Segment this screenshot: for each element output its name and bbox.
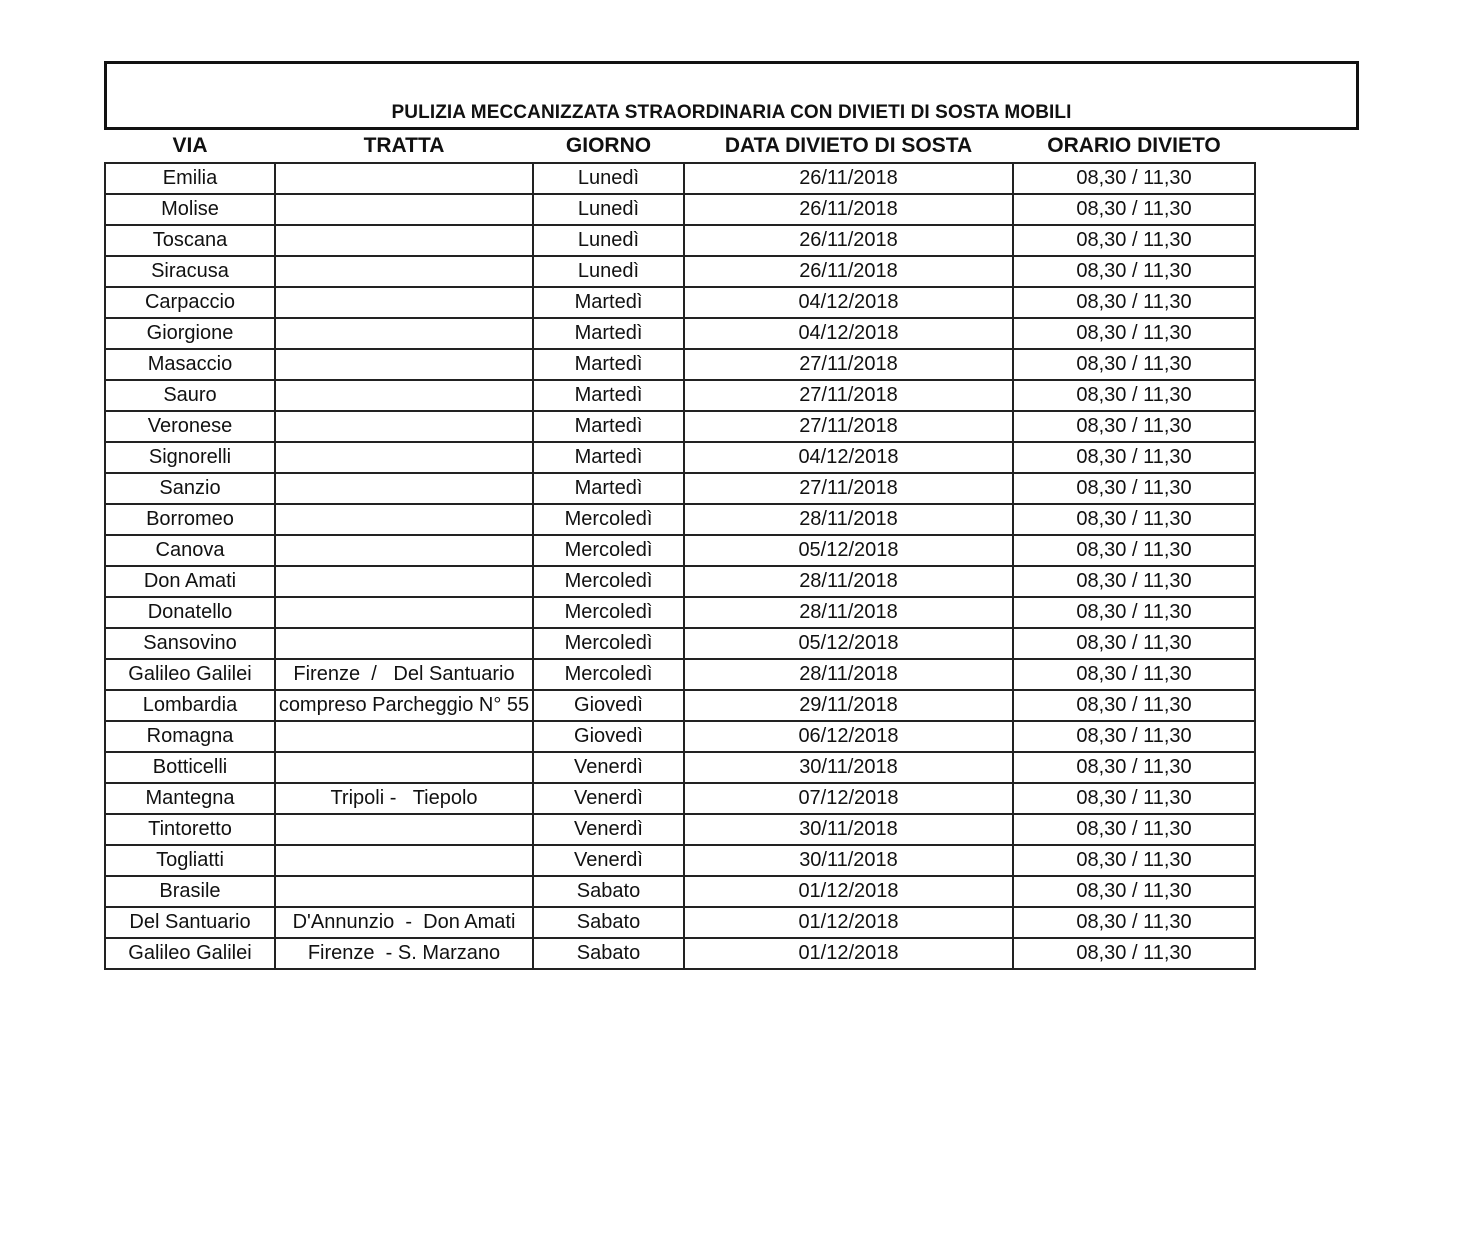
cell-giorno: Venerdì <box>533 783 684 814</box>
table-row <box>105 349 1255 380</box>
cell-via: Sansovino <box>105 628 275 659</box>
cell-tratta <box>275 473 533 504</box>
cell-giorno: Giovedì <box>533 721 684 752</box>
cell-data: 27/11/2018 <box>684 349 1013 380</box>
cell-orario: 08,30 / 11,30 <box>1013 938 1255 969</box>
cell-orario: 08,30 / 11,30 <box>1013 163 1255 194</box>
cell-tratta: Firenze - S. Marzano <box>275 938 533 969</box>
cell-via: Del Santuario <box>105 907 275 938</box>
cell-tratta <box>275 628 533 659</box>
cell-giorno: Mercoledì <box>533 597 684 628</box>
cell-giorno: Sabato <box>533 876 684 907</box>
cell-tratta <box>275 225 533 256</box>
cell-orario: 08,30 / 11,30 <box>1013 535 1255 566</box>
cell-data: 07/12/2018 <box>684 783 1013 814</box>
table-row <box>105 411 1255 442</box>
table-row <box>105 256 1255 287</box>
cell-giorno: Mercoledì <box>533 504 684 535</box>
cell-tratta <box>275 163 533 194</box>
table-row <box>105 659 1255 690</box>
cell-data: 06/12/2018 <box>684 721 1013 752</box>
cell-orario: 08,30 / 11,30 <box>1013 752 1255 783</box>
cell-via: Sauro <box>105 380 275 411</box>
cell-data: 30/11/2018 <box>684 752 1013 783</box>
cell-orario: 08,30 / 11,30 <box>1013 442 1255 473</box>
cell-tratta <box>275 876 533 907</box>
table-row <box>105 225 1255 256</box>
table-row <box>105 845 1255 876</box>
cell-orario: 08,30 / 11,30 <box>1013 597 1255 628</box>
table-row <box>105 721 1255 752</box>
cell-via: Tintoretto <box>105 814 275 845</box>
cell-giorno: Sabato <box>533 938 684 969</box>
cell-orario: 08,30 / 11,30 <box>1013 287 1255 318</box>
cell-data: 27/11/2018 <box>684 411 1013 442</box>
cell-giorno: Martedì <box>533 380 684 411</box>
cell-via: Don Amati <box>105 566 275 597</box>
table-row <box>105 504 1255 535</box>
cell-tratta <box>275 504 533 535</box>
cell-via: Toscana <box>105 225 275 256</box>
cell-data: 01/12/2018 <box>684 907 1013 938</box>
cell-via: Botticelli <box>105 752 275 783</box>
cell-tratta <box>275 442 533 473</box>
cell-via: Emilia <box>105 163 275 194</box>
table-row <box>105 752 1255 783</box>
cell-tratta <box>275 287 533 318</box>
cell-tratta <box>275 411 533 442</box>
cell-giorno: Venerdì <box>533 845 684 876</box>
cell-giorno: Mercoledì <box>533 628 684 659</box>
cell-data: 04/12/2018 <box>684 442 1013 473</box>
cell-orario: 08,30 / 11,30 <box>1013 814 1255 845</box>
cell-orario: 08,30 / 11,30 <box>1013 504 1255 535</box>
cell-via: Lombardia <box>105 690 275 721</box>
cell-via: Giorgione <box>105 318 275 349</box>
cell-giorno: Martedì <box>533 411 684 442</box>
cell-tratta <box>275 318 533 349</box>
cell-data: 30/11/2018 <box>684 814 1013 845</box>
cell-via: Molise <box>105 194 275 225</box>
cell-orario: 08,30 / 11,30 <box>1013 907 1255 938</box>
cell-orario: 08,30 / 11,30 <box>1013 566 1255 597</box>
table-body <box>105 163 1255 969</box>
table-row <box>105 287 1255 318</box>
cell-orario: 08,30 / 11,30 <box>1013 318 1255 349</box>
cell-data: 26/11/2018 <box>684 163 1013 194</box>
cell-giorno: Venerdì <box>533 814 684 845</box>
cell-data: 05/12/2018 <box>684 628 1013 659</box>
cell-tratta <box>275 194 533 225</box>
cell-data: 05/12/2018 <box>684 535 1013 566</box>
cell-giorno: Martedì <box>533 318 684 349</box>
schedule-table <box>104 130 1256 970</box>
cell-via: Mantegna <box>105 783 275 814</box>
cell-data: 26/11/2018 <box>684 194 1013 225</box>
cell-via: Donatello <box>105 597 275 628</box>
cell-via: Veronese <box>105 411 275 442</box>
cell-orario: 08,30 / 11,30 <box>1013 380 1255 411</box>
cell-data: 26/11/2018 <box>684 225 1013 256</box>
cell-orario: 08,30 / 11,30 <box>1013 349 1255 380</box>
cell-data: 29/11/2018 <box>684 690 1013 721</box>
cell-via: Galileo Galilei <box>105 938 275 969</box>
cell-giorno: Venerdì <box>533 752 684 783</box>
table-row <box>105 814 1255 845</box>
title-box <box>104 61 1359 130</box>
cell-tratta <box>275 380 533 411</box>
cell-via: Signorelli <box>105 442 275 473</box>
document-title: PULIZIA MECCANIZZATA STRAORDINARIA CON DIVIETI DI SOSTA MOBILI <box>391 102 1072 123</box>
cell-data: 04/12/2018 <box>684 318 1013 349</box>
cell-tratta <box>275 845 533 876</box>
cell-giorno: Sabato <box>533 907 684 938</box>
cell-data: 04/12/2018 <box>684 287 1013 318</box>
cell-orario: 08,30 / 11,30 <box>1013 411 1255 442</box>
cell-tratta <box>275 752 533 783</box>
cell-orario: 08,30 / 11,30 <box>1013 225 1255 256</box>
cell-tratta <box>275 535 533 566</box>
cell-orario: 08,30 / 11,30 <box>1013 473 1255 504</box>
table-row <box>105 194 1255 225</box>
header-via: VIA <box>172 134 208 157</box>
table-row <box>105 380 1255 411</box>
cell-giorno: Martedì <box>533 473 684 504</box>
cell-data: 28/11/2018 <box>684 597 1013 628</box>
table-row <box>105 690 1255 721</box>
cell-orario: 08,30 / 11,30 <box>1013 628 1255 659</box>
cell-via: Sanzio <box>105 473 275 504</box>
cell-orario: 08,30 / 11,30 <box>1013 690 1255 721</box>
cell-tratta: Firenze / Del Santuario <box>275 659 533 690</box>
cell-giorno: Lunedì <box>533 163 684 194</box>
cell-data: 27/11/2018 <box>684 473 1013 504</box>
cell-orario: 08,30 / 11,30 <box>1013 845 1255 876</box>
cell-tratta <box>275 721 533 752</box>
cell-giorno: Lunedì <box>533 225 684 256</box>
cell-tratta <box>275 256 533 287</box>
table-row <box>105 628 1255 659</box>
table-row <box>105 473 1255 504</box>
cell-data: 30/11/2018 <box>684 845 1013 876</box>
cell-tratta <box>275 349 533 380</box>
cell-data: 26/11/2018 <box>684 256 1013 287</box>
cell-orario: 08,30 / 11,30 <box>1013 194 1255 225</box>
table-row <box>105 938 1255 969</box>
cell-giorno: Martedì <box>533 442 684 473</box>
cell-orario: 08,30 / 11,30 <box>1013 876 1255 907</box>
header-row <box>105 130 1255 163</box>
cell-data: 28/11/2018 <box>684 566 1013 597</box>
table-row <box>105 566 1255 597</box>
cell-via: Masaccio <box>105 349 275 380</box>
cell-giorno: Martedì <box>533 287 684 318</box>
cell-giorno: Giovedì <box>533 690 684 721</box>
table-row <box>105 442 1255 473</box>
header-tratta: TRATTA <box>363 134 445 157</box>
cell-giorno: Mercoledì <box>533 566 684 597</box>
table-row <box>105 783 1255 814</box>
cell-orario: 08,30 / 11,30 <box>1013 256 1255 287</box>
cell-tratta: compreso Parcheggio N° 55 <box>275 690 533 721</box>
header-giorno: GIORNO <box>565 134 652 157</box>
cell-via: Canova <box>105 535 275 566</box>
cell-via: Galileo Galilei <box>105 659 275 690</box>
cell-tratta <box>275 566 533 597</box>
table-row <box>105 597 1255 628</box>
cell-tratta <box>275 597 533 628</box>
table-row <box>105 163 1255 194</box>
cell-via: Brasile <box>105 876 275 907</box>
header-data: DATA DIVIETO DI SOSTA <box>724 134 973 157</box>
table-row <box>105 318 1255 349</box>
cell-orario: 08,30 / 11,30 <box>1013 721 1255 752</box>
cell-tratta: D'Annunzio - Don Amati <box>275 907 533 938</box>
table-row <box>105 907 1255 938</box>
cell-giorno: Martedì <box>533 349 684 380</box>
cell-data: 28/11/2018 <box>684 504 1013 535</box>
cell-data: 01/12/2018 <box>684 876 1013 907</box>
table-row <box>105 876 1255 907</box>
cell-orario: 08,30 / 11,30 <box>1013 783 1255 814</box>
table-row <box>105 535 1255 566</box>
cell-data: 27/11/2018 <box>684 380 1013 411</box>
cell-giorno: Mercoledì <box>533 659 684 690</box>
cell-orario: 08,30 / 11,30 <box>1013 659 1255 690</box>
cell-data: 28/11/2018 <box>684 659 1013 690</box>
cell-via: Togliatti <box>105 845 275 876</box>
header-orario: ORARIO DIVIETO <box>1047 134 1221 157</box>
cell-tratta <box>275 814 533 845</box>
cell-giorno: Lunedì <box>533 256 684 287</box>
cell-via: Borromeo <box>105 504 275 535</box>
cell-giorno: Lunedì <box>533 194 684 225</box>
cell-via: Siracusa <box>105 256 275 287</box>
cell-giorno: Mercoledì <box>533 535 684 566</box>
cell-via: Romagna <box>105 721 275 752</box>
cell-data: 01/12/2018 <box>684 938 1013 969</box>
cell-tratta: Tripoli - Tiepolo <box>275 783 533 814</box>
cell-via: Carpaccio <box>105 287 275 318</box>
